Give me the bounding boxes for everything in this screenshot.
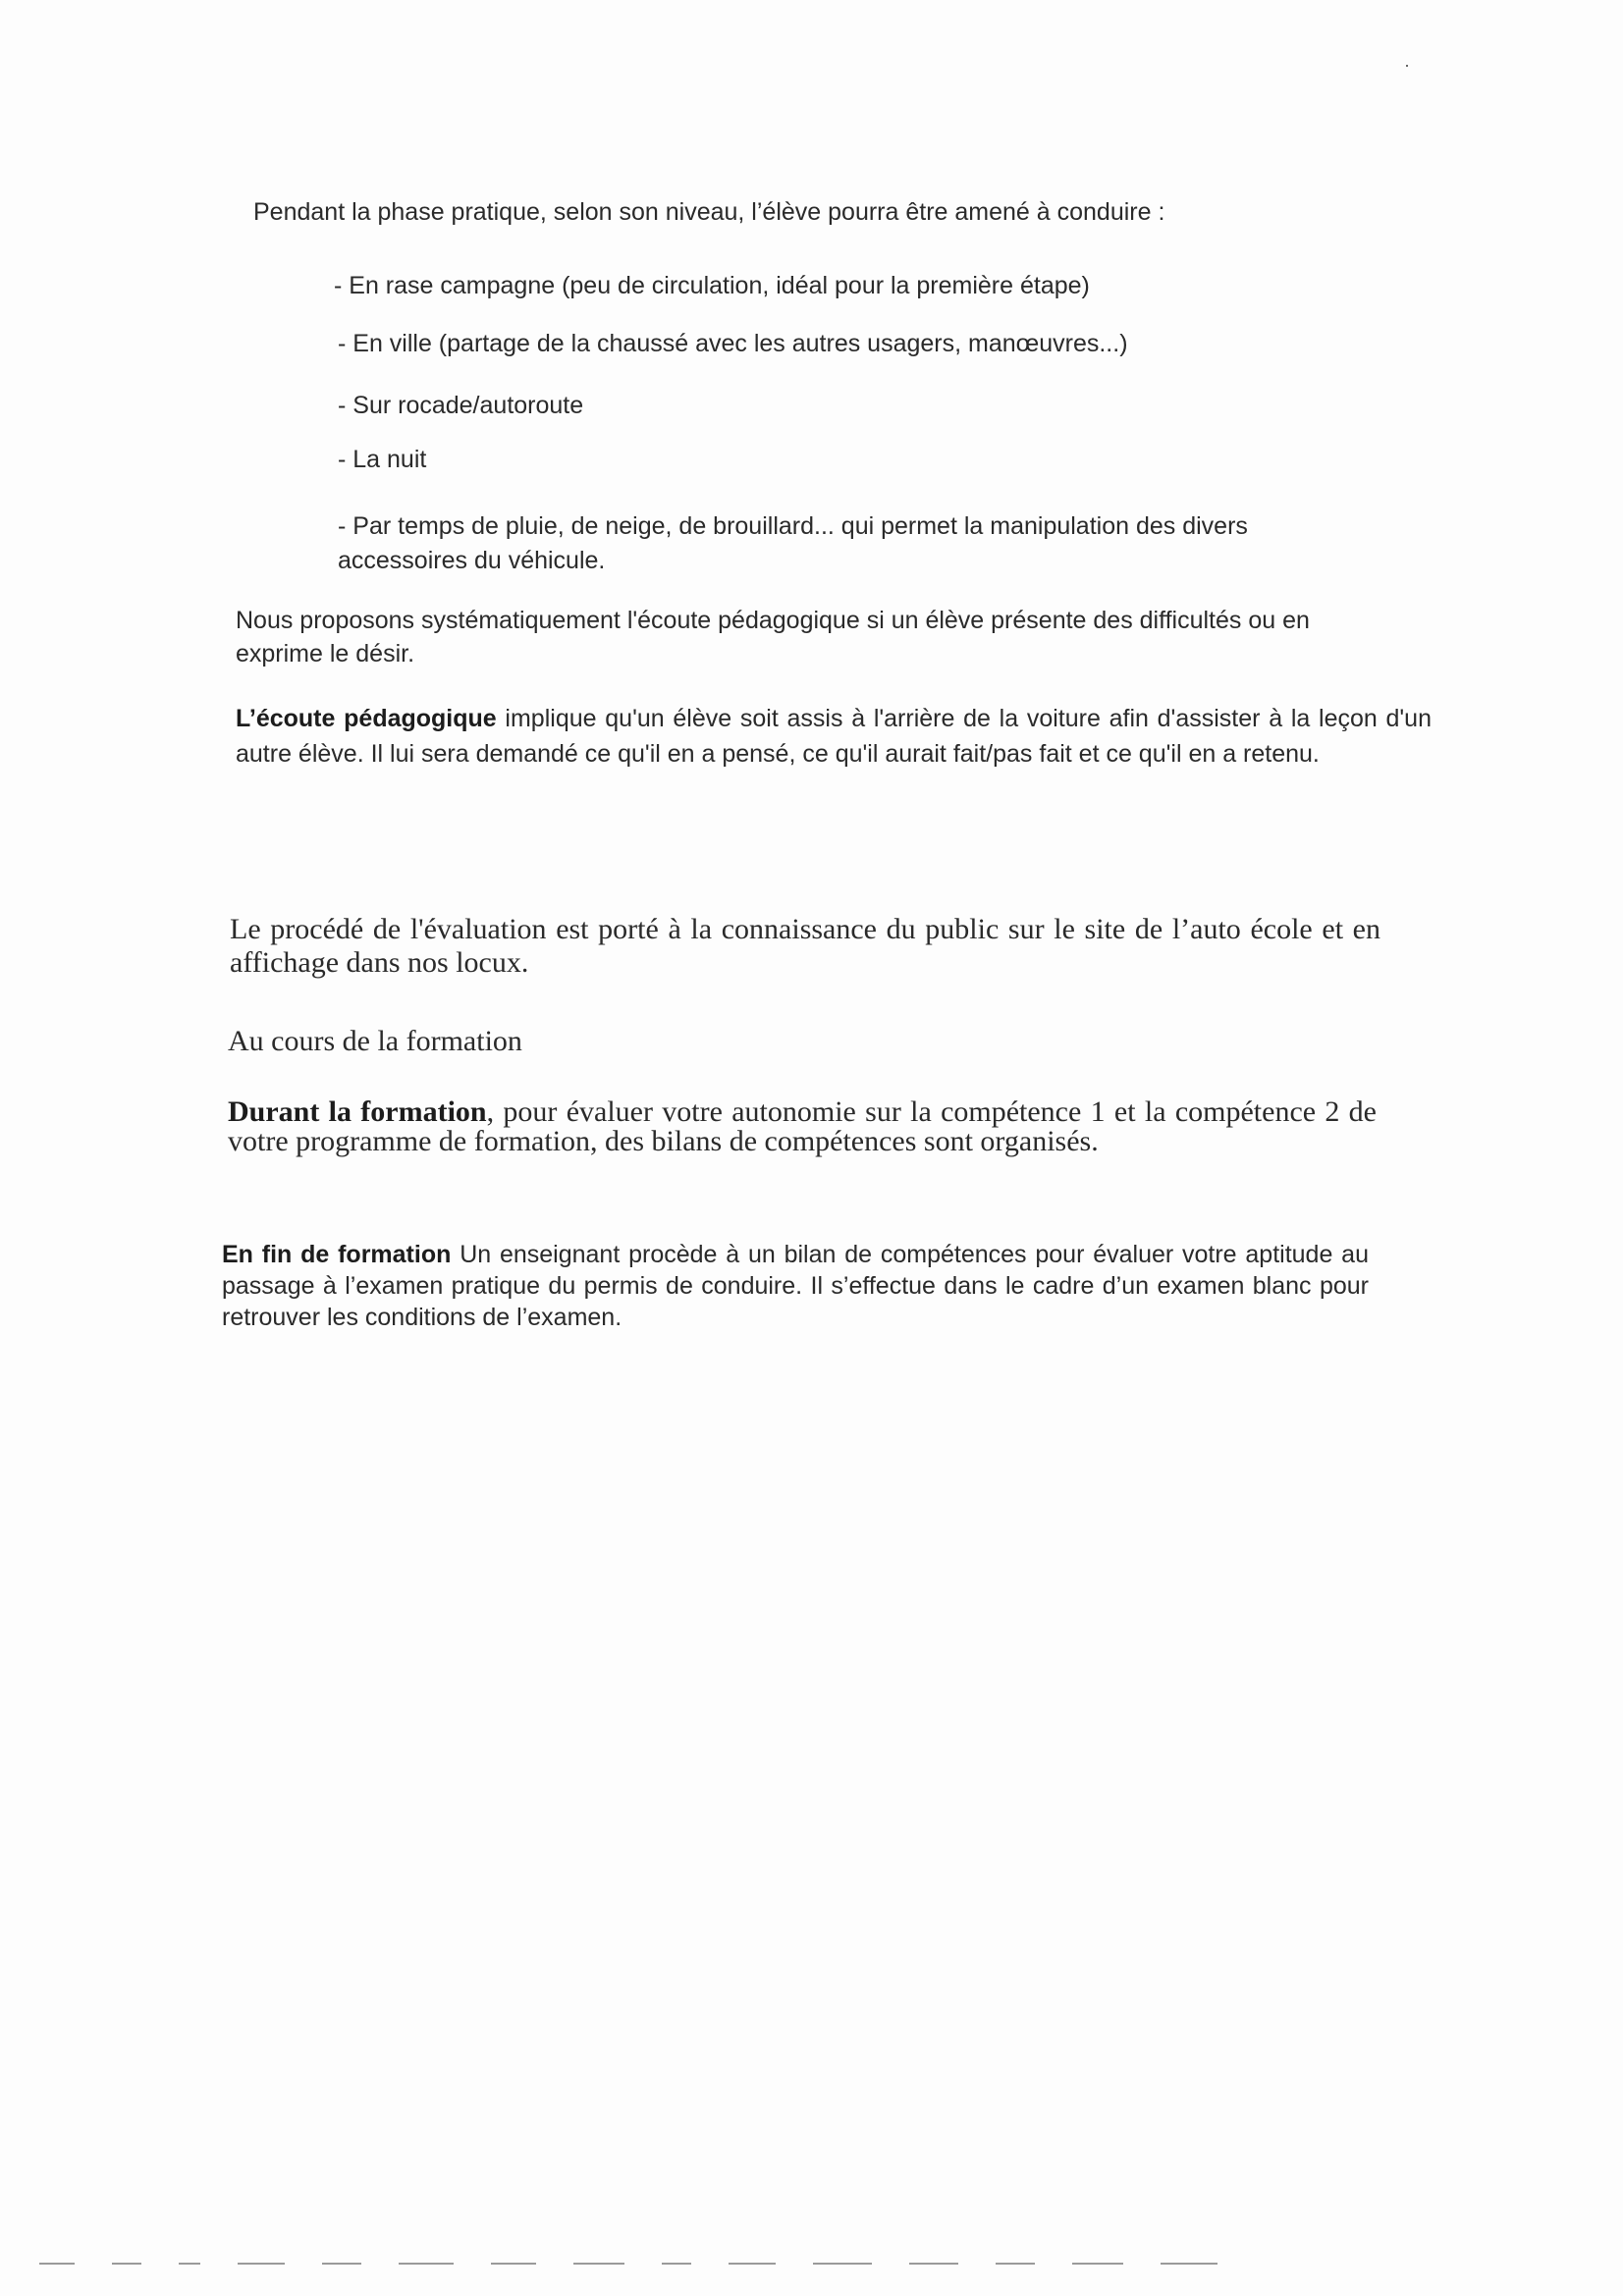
scan-speck (1406, 65, 1408, 67)
during-formation-text: , pour évaluer votre autonomie sur la compétence 1 et la compétence 2 de votre programme de formation, des bilans de compétences sont organisés. (228, 1095, 1377, 1157)
practice-intro: Pendant la phase pratique, selon son niveau, l’élève pourra être amené à conduire : (253, 198, 1165, 226)
ecoute-proposal-line-2: exprime le désir. (236, 640, 415, 667)
list-item-continuation: accessoires du véhicule. (338, 547, 606, 574)
list-item: - En ville (partage de la chaussé avec les autres usagers, manœuvres...) (338, 330, 1128, 357)
end-formation-term: En fin de formation (222, 1241, 452, 1268)
list-item: - Par temps de pluie, de neige, de brouillard... qui permet la manipulation des divers (338, 512, 1248, 540)
end-formation-paragraph (222, 1239, 1369, 1333)
ecoute-definition-text: implique qu'un élève soit assis à l'arrière de la voiture afin d'assister à la leçon d'un autre élève. Il lui sera demandé ce qu'il en a pensé, ce qu'il aurait fait/pas fait et ce qu'il en a retenu. (236, 705, 1432, 768)
list-item: - Sur rocade/autoroute (338, 392, 584, 419)
scan-footer-marks (39, 2261, 1286, 2267)
list-item: - En rase campagne (peu de circulation, idéal pour la première étape) (334, 272, 1090, 299)
list-item: - La nuit (338, 446, 427, 473)
ecoute-proposal-line-1: Nous proposons systématiquement l'écoute pédagogique si un élève présente des difficultés ou en (236, 607, 1310, 634)
during-formation-paragraph (228, 1097, 1377, 1156)
ecoute-definition (236, 701, 1432, 772)
ecoute-term: L’écoute pédagogique (236, 705, 497, 732)
end-formation-text: Un enseignant procède à un bilan de compétences pour évaluer votre aptitude au passage à l’examen pratique du permis de conduire. Il s’effectue dans le cadre d’un examen blanc pour retrouver les conditions de l’examen. (222, 1241, 1369, 1331)
section-heading: Au cours de la formation (228, 1025, 522, 1057)
during-formation-term: Durant la formation (228, 1095, 487, 1128)
evaluation-notice: Le procédé de l'évaluation est porté à la connaissance du public sur le site de l’auto école et en affichage dans nos locux. (230, 913, 1380, 979)
